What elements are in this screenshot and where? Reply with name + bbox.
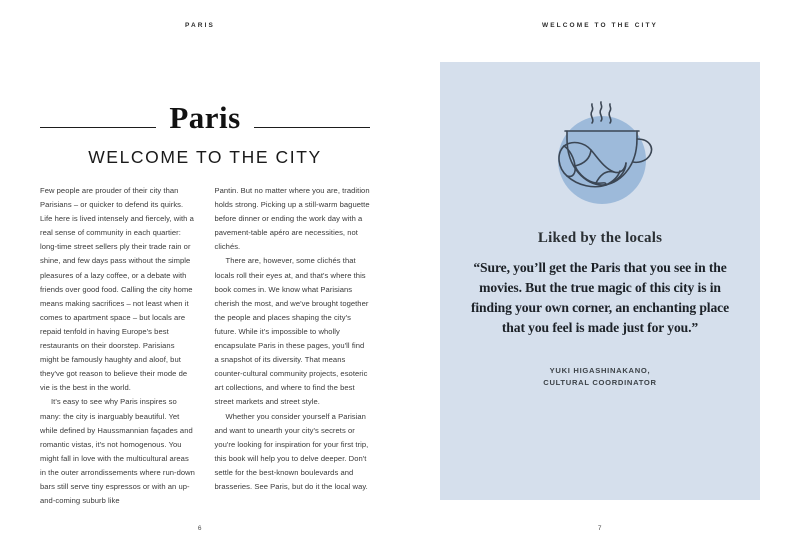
paragraph: Few people are prouder of their city than Parisians – or quicker to defend its quirks. Life here is lived intensely and fiercely, with a real sense of community in each quartier: long-time street sellers ply their trade rain or shine, and few days pass without the simple pleasures of a lazy coffee, or a debate with friends over good food. Calling the city home means making sacrifices – not least when it comes to apartment space – but locals are repaid tenfold in having Europe's best restaurants on their doorstep. Parisians might be famously haughty and aloof, but they've got reason to believe their mode de vie is the best in the world.	[40, 186, 194, 393]
paragraph: Pantin. But no matter where you are, tradition holds strong. Picking up a still-warm baguette before dinner or ending the work day with a pavement-table apéro are necessities, not clichés.	[214, 186, 370, 252]
attribution-name: YUKI HIGASHINAKANO,	[549, 366, 651, 375]
page-subtitle: WELCOME TO THE CITY	[88, 147, 322, 167]
running-head-right: WELCOME TO THE CITY	[542, 22, 658, 29]
body-columns	[40, 184, 370, 508]
attribution-role: CULTURAL COORDINATOR	[543, 377, 657, 387]
quote-attribution	[440, 365, 760, 388]
title-rule-wrapper	[40, 100, 370, 140]
paragraph: Whether you consider yourself a Parisian and want to unearth your city's secrets or you're looking for inspiration for your first trip, this book will help you to delve deeper. Don't settle for the best-known boulevards and brasseries. See Paris, but do it the local way.	[214, 411, 369, 491]
panel-heading: Liked by the locals	[537, 230, 663, 246]
page-title: Paris	[156, 100, 253, 136]
body-column-two	[215, 184, 371, 508]
title-block	[40, 100, 370, 168]
running-head-left: PARIS	[185, 22, 215, 29]
paragraph: There are, however, some clichés that locals roll their eyes at, and that's where this book comes in. We know what Parisians cherish the most, and we've brought together the people and places shaping the city's future. While it's impossible to wholly encapsulate Paris in these pages, you'll find a snapshot of its diversity. That means counter-cultural community projects, esoteric art collections, and where to find the best street markets and street style.	[214, 256, 369, 407]
folio-left: 6	[197, 525, 203, 532]
coffee-cup-croissant-icon	[534, 90, 666, 212]
right-page	[400, 0, 800, 552]
pull-quote: “Sure, you’ll get the Paris that you see in the movies. But the true magic of this city is in finding your own corner, an enchanting place that you feel is made just for you.”	[470, 260, 730, 335]
paragraph: It's easy to see why Paris inspires so many: the city is inarguably beautiful. Yet while defined by Haussmannian façades and romantic vistas, it's not homogenous. You might fall in love with the multicultural areas in the outer arrondissements where run-down bars still serve tiny espressos or with an up-and-coming suburb like	[40, 397, 195, 506]
quote-panel	[440, 62, 760, 500]
body-column-one	[40, 184, 196, 508]
folio-right: 7	[597, 525, 603, 532]
